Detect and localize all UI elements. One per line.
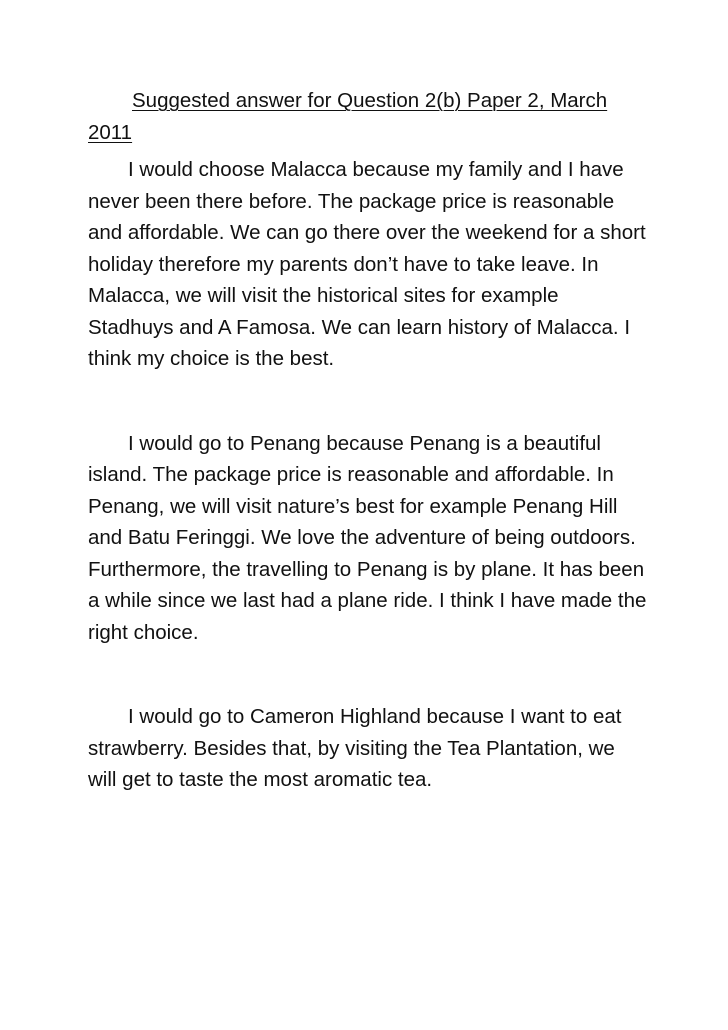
document-heading: Suggested answer for Question 2(b) Paper 2, March 2011 [88,89,608,144]
document-body [88,85,648,796]
paragraph-spacer [88,375,648,428]
paragraph-penang: I would go to Penang because Penang is a beautiful island. The package price is reasonable and affordable. In Penang, we will visit nature’s best for example Penang Hill and Batu Feringgi. We love the adventure of being outdoors. Furthermore, the travelling to Penang is by plane. It has been a while since we last had a plane ride. I think I have made the right choice. [88,431,647,644]
paragraph-spacer [88,648,648,701]
paragraph-cameron-highland: I would go to Cameron Highland because I want to eat strawberry. Besides that, by visiting the Tea Plantation, we will get to taste the most aromatic tea. [88,705,622,791]
paragraph-malacca: I would choose Malacca because my family and I have never been there before. The package price is reasonable and affordable. We can go there over the weekend for a short holiday therefore my parents don’t have to take leave. In Malacca, we will visit the historical sites for example Stadhuys and A Famosa. We can learn history of Malacca. I think my choice is the best. [88,158,646,370]
